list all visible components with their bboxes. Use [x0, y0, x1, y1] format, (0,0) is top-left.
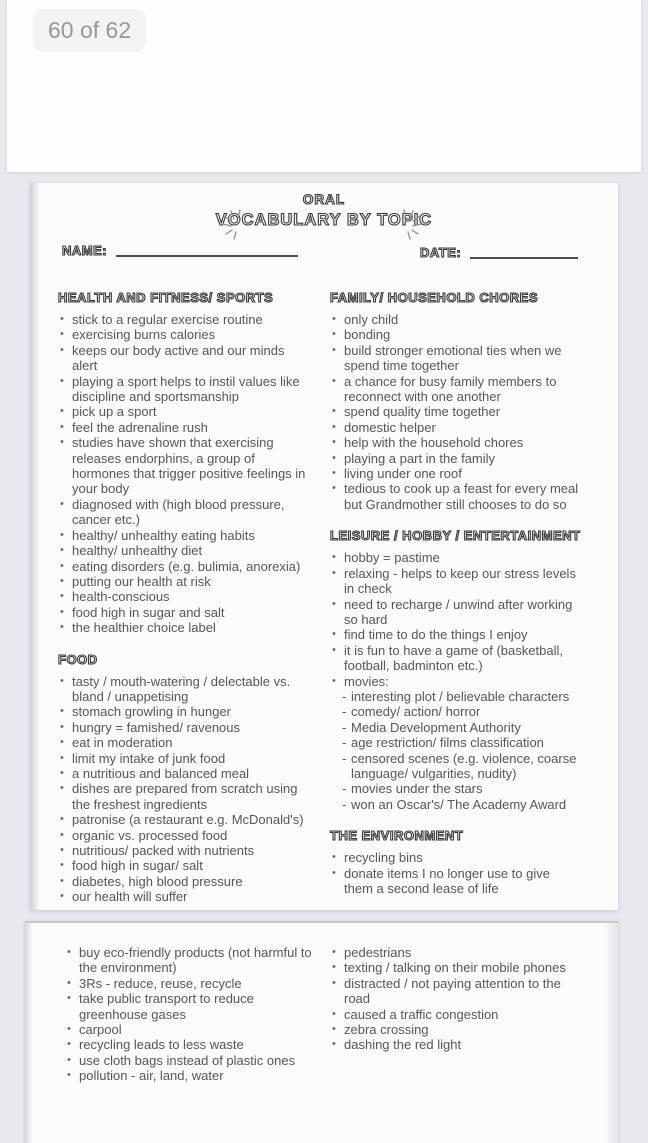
vocab-list — [330, 945, 582, 1053]
list-item: • tasty / mouth-watering / delectable vs. bland / unappetising — [58, 674, 310, 705]
worksheet-right-column — [330, 289, 582, 896]
list-item: • the healthier choice label — [58, 620, 310, 635]
list-item: • eat in moderation — [58, 735, 310, 750]
sub-list-item: - movies under the stars — [342, 781, 582, 796]
name-field — [62, 243, 298, 258]
gallery-photo-worksheet-page2[interactable] — [25, 921, 618, 1143]
date-field — [420, 245, 578, 260]
list-item: • nutritious/ packed with nutrients — [58, 843, 310, 858]
list-item: • studies have shown that exercising releases endorphins, a group of hormones that trigger positive feelings in your body — [58, 435, 310, 497]
section-heading: FAMILY/ HOUSEHOLD CHORES — [330, 290, 538, 305]
worksheet-title — [30, 192, 618, 230]
list-item: • build stronger emotional ties when we spend time together — [330, 343, 582, 374]
name-blank-line — [116, 255, 298, 257]
section-heading: HEALTH AND FITNESS/ SPORTS — [58, 290, 274, 305]
sparkle-decoration-icon — [220, 208, 246, 247]
list-item: • a nutritious and balanced meal — [58, 766, 310, 781]
vocab-list — [330, 312, 582, 512]
list-item: • keeps our body active and our minds alert — [58, 343, 310, 374]
list-item: • pedestrians — [330, 945, 582, 960]
list-item: • our health will suffer — [58, 889, 310, 904]
list-item: • distracted / not paying attention to the road — [330, 976, 582, 1007]
sub-list-item: - censored scenes (e.g. violence, coarse language/ vulgarities, nudity) — [342, 751, 582, 782]
list-item: • buy eco-friendly products (not harmful to the environment) — [65, 945, 317, 976]
worksheet-title-line1: ORAL — [302, 192, 346, 207]
worksheet-title-line2: VOCABULARY BY TOPIC — [215, 211, 433, 229]
list-item: • donate items I no longer use to give them a second lease of life — [330, 866, 582, 897]
list-item: • food high in sugar/ salt — [58, 858, 310, 873]
list-item: • a chance for busy family members to reconnect with one another — [330, 374, 582, 405]
list-item: • feel the adrenaline rush — [58, 420, 310, 435]
list-item: • use cloth bags instead of plastic ones — [65, 1053, 317, 1068]
list-item: • tedious to cook up a feast for every meal but Grandmother still chooses to do so — [330, 481, 582, 512]
section-heading: FOOD — [58, 651, 98, 667]
list-item: • need to recharge / unwind after working so hard — [330, 597, 582, 628]
list-item: • relaxing - helps to keep our stress levels in check — [330, 566, 582, 597]
sub-list-item: - Media Development Authority — [342, 720, 582, 735]
list-item: • help with the household chores — [330, 435, 582, 450]
date-label: DATE: — [420, 245, 462, 260]
section-heading: THE ENVIRONMENT — [330, 828, 464, 844]
list-item: • pollution - air, land, water — [65, 1068, 317, 1083]
list-item: • only child — [330, 312, 582, 327]
sub-list-item: - interesting plot / believable characters — [342, 689, 582, 704]
list-item: • recycling leads to less waste — [65, 1037, 317, 1052]
worksheet2-left-column — [65, 945, 317, 1084]
list-item: • eating disorders (e.g. bulimia, anorexia) — [58, 559, 310, 574]
list-item: • diagnosed with (high blood pressure, cancer etc.) — [58, 497, 310, 528]
vocab-list — [58, 674, 310, 905]
list-item: • texting / talking on their mobile phones — [330, 960, 582, 975]
section-heading: LEISURE / HOBBY / ENTERTAINMENT — [330, 528, 581, 544]
list-item: • bonding — [330, 327, 582, 342]
list-item: • diabetes, high blood pressure — [58, 874, 310, 889]
list-item: • living under one roof — [330, 466, 582, 481]
list-item: • 3Rs - reduce, reuse, recycle — [65, 976, 317, 991]
list-item: • health-conscious — [58, 589, 310, 604]
list-item: • food high in sugar and salt — [58, 605, 310, 620]
sparkle-decoration-icon — [398, 208, 424, 247]
vocab-list — [330, 850, 582, 896]
list-item: • playing a part in the family — [330, 451, 582, 466]
worksheet-left-column — [58, 289, 310, 905]
list-item: • hobby = pastime — [330, 550, 582, 565]
list-item: • hungry = famished/ ravenous — [58, 720, 310, 735]
list-item: • domestic helper — [330, 420, 582, 435]
list-item: • organic vs. processed food — [58, 828, 310, 843]
list-item: • zebra crossing — [330, 1022, 582, 1037]
sub-list-item: - won an Oscar's/ The Academy Award — [342, 797, 582, 812]
image-counter-badge: 60 of 62 — [33, 9, 146, 52]
list-item: • dishes are prepared from scratch using the freshest ingredients — [58, 781, 310, 812]
list-item: • limit my intake of junk food — [58, 751, 310, 766]
list-item: • it is fun to have a game of (basketball, football, badminton etc.) — [330, 643, 582, 674]
list-item: • healthy/ unhealthy eating habits — [58, 528, 310, 543]
list-item: • find time to do the things I enjoy — [330, 627, 582, 642]
name-label: NAME: — [62, 243, 108, 258]
list-item: • recycling bins — [330, 850, 582, 865]
vocab-list — [330, 550, 582, 812]
list-item: • putting our health at risk — [58, 574, 310, 589]
date-blank-line — [470, 257, 578, 259]
gallery-photo-worksheet-page1[interactable] — [30, 183, 618, 910]
list-item: • take public transport to reduce greenhouse gases — [65, 991, 317, 1022]
worksheet2-right-column — [330, 945, 582, 1053]
list-item: • patronise (a restaurant e.g. McDonald's) — [58, 812, 310, 827]
list-item: • movies: — [330, 674, 582, 689]
list-item: • pick up a sport — [58, 404, 310, 419]
list-item: • dashing the red light — [330, 1037, 582, 1052]
sub-list-item: - comedy/ action/ horror — [342, 704, 582, 719]
list-item: • stomach growling in hunger — [58, 704, 310, 719]
vocab-list — [65, 945, 317, 1084]
list-item: • exercising burns calories — [58, 327, 310, 342]
sub-list-item: - age restriction/ films classification — [342, 735, 582, 750]
list-item: • healthy/ unhealthy diet — [58, 543, 310, 558]
vocab-list — [58, 312, 310, 636]
gallery-photo-previous[interactable] — [7, 0, 641, 172]
list-item: • stick to a regular exercise routine — [58, 312, 310, 327]
list-item: • carpool — [65, 1022, 317, 1037]
list-item: • playing a sport helps to instil values like discipline and sportsmanship — [58, 374, 310, 405]
list-item: • spend quality time together — [330, 404, 582, 419]
list-item: • caused a traffic congestion — [330, 1007, 582, 1022]
